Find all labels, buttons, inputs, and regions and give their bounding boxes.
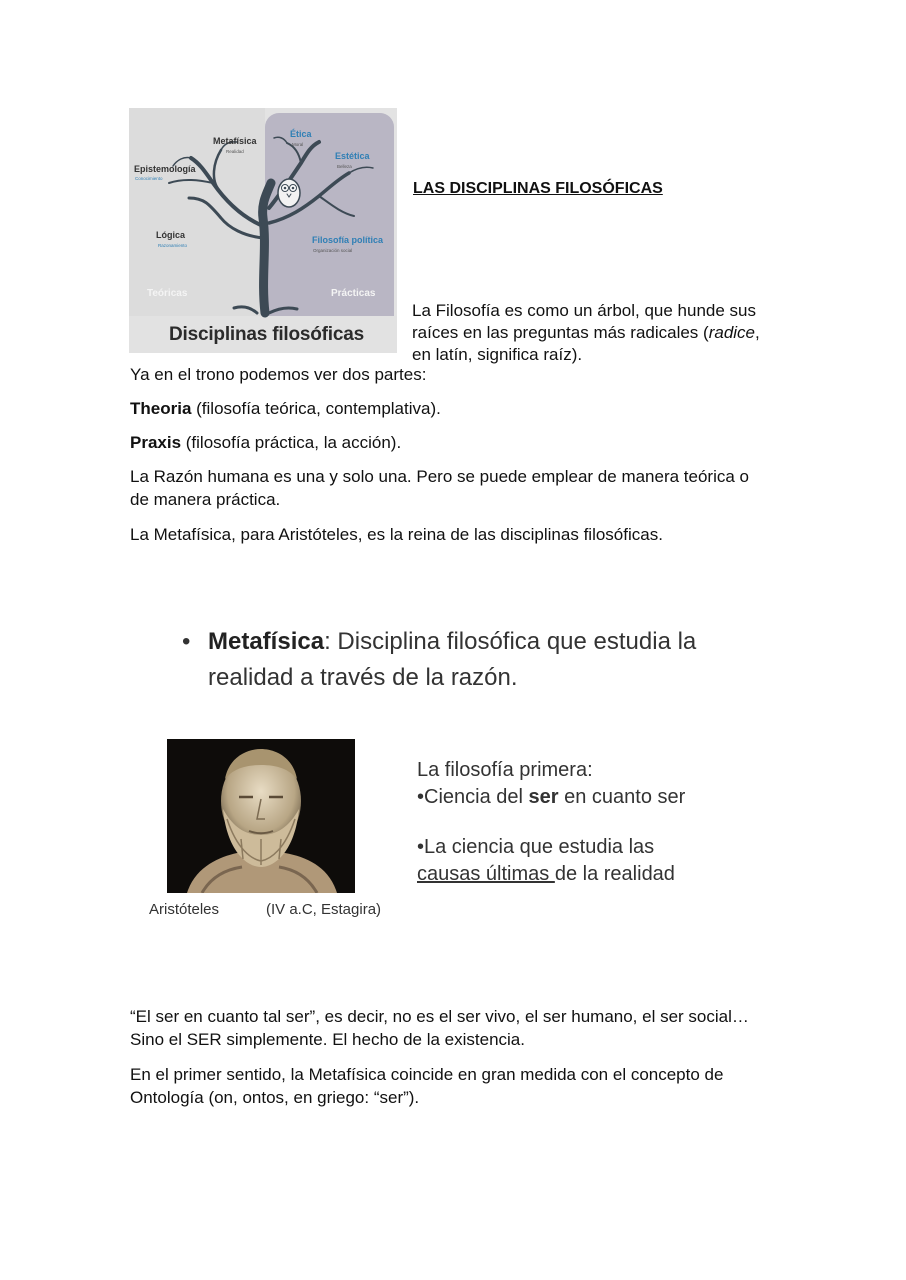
label-logica: Lógica [156,230,186,240]
aristotle-bust-drawing [167,739,355,893]
paragraph-ontologia: En el primer sentido, la Metafísica coincide en gran medida con el concepto de Ontología (on, ontos, en griego: “ser”). [130,1065,724,1107]
caption-origin: (IV a.C, Estagira) [266,901,382,918]
paragraph-ser: “El ser en cuanto tal ser”, es decir, no es el ser vivo, el ser humano, el ser social… Sino el SER simplemente. El hecho de la existencia. [130,1007,749,1049]
metafisica-slide [149,612,780,942]
caption-aristoteles: Aristóteles [149,901,220,918]
intro-text-end: , en latín, significa raíz). [412,323,760,364]
paragraph-razon: La Razón humana es una y solo una. Pero se puede emplear de manera teórica o de manera práctica. [130,467,750,509]
theoria-term: Theoria [130,399,192,418]
slide-term: Metafísica [208,628,325,655]
slide-definition [208,624,768,696]
label-metafisica: Metafísica [213,136,257,146]
intro-text-start: La Filosofía es como un árbol, que hunde sus raíces en las preguntas más radicales ( [412,301,756,342]
slide-right-point-2: •La ciencia que estudia las [417,836,655,858]
label-etica: Ética [290,129,312,139]
slide-bullet: • [182,628,191,655]
sublabel-filosofia-politica: Organización social [313,248,353,253]
sublabel-epistemologia: Conocimiento [135,176,163,181]
slide-right-heading: La filosofía primera: [417,759,593,781]
paragraph-reina: La Metafísica, para Aristóteles, es la reina de las disciplinas filosóficas. [130,525,663,544]
intro-italic-word: radice [708,323,756,342]
label-practicas: Prácticas [331,288,376,299]
label-teoricas: Teóricas [147,288,188,299]
intro-paragraph [412,300,772,366]
sublabel-etica: Moral [292,142,304,147]
point-1-start: •Ciencia del [417,786,529,808]
point-2-underlined: causas últimas [417,863,555,885]
slide-definition-text: : Disciplina filosófica que estudia la realidad a través de la razón. [208,628,697,691]
sublabel-estetica: Belleza [337,164,352,169]
point-1-bold: ser [528,786,559,808]
sublabel-metafisica: Realidad [226,149,244,154]
point-1-end: en cuanto ser [558,786,686,808]
slide-right-point-2-cont [417,863,675,886]
label-filosofia-politica: Filosofía política [312,235,384,245]
figure-caption: Disciplinas filosóficas [169,324,364,345]
praxis-desc: (filosofía práctica, la acción). [181,433,402,452]
paragraph-praxis [130,431,401,454]
sublabel-logica: Razonamiento [158,243,188,248]
page-title: LAS DISCIPLINAS FILOSÓFICAS [413,180,663,197]
praxis-term: Praxis [130,433,182,452]
slide-right-point-1 [417,786,685,809]
disciplinas-tree-figure [129,108,397,353]
paragraph-tronco: Ya en el trono podemos ver dos partes: [130,365,427,384]
theoria-desc: (filosofía teórica, contemplativa). [191,399,441,418]
label-epistemologia: Epistemología [134,164,196,174]
paragraph-theoria [130,397,441,420]
label-estetica: Estética [335,151,370,161]
point-2-end: de la realidad [554,863,675,885]
aristotle-portrait [167,739,355,893]
